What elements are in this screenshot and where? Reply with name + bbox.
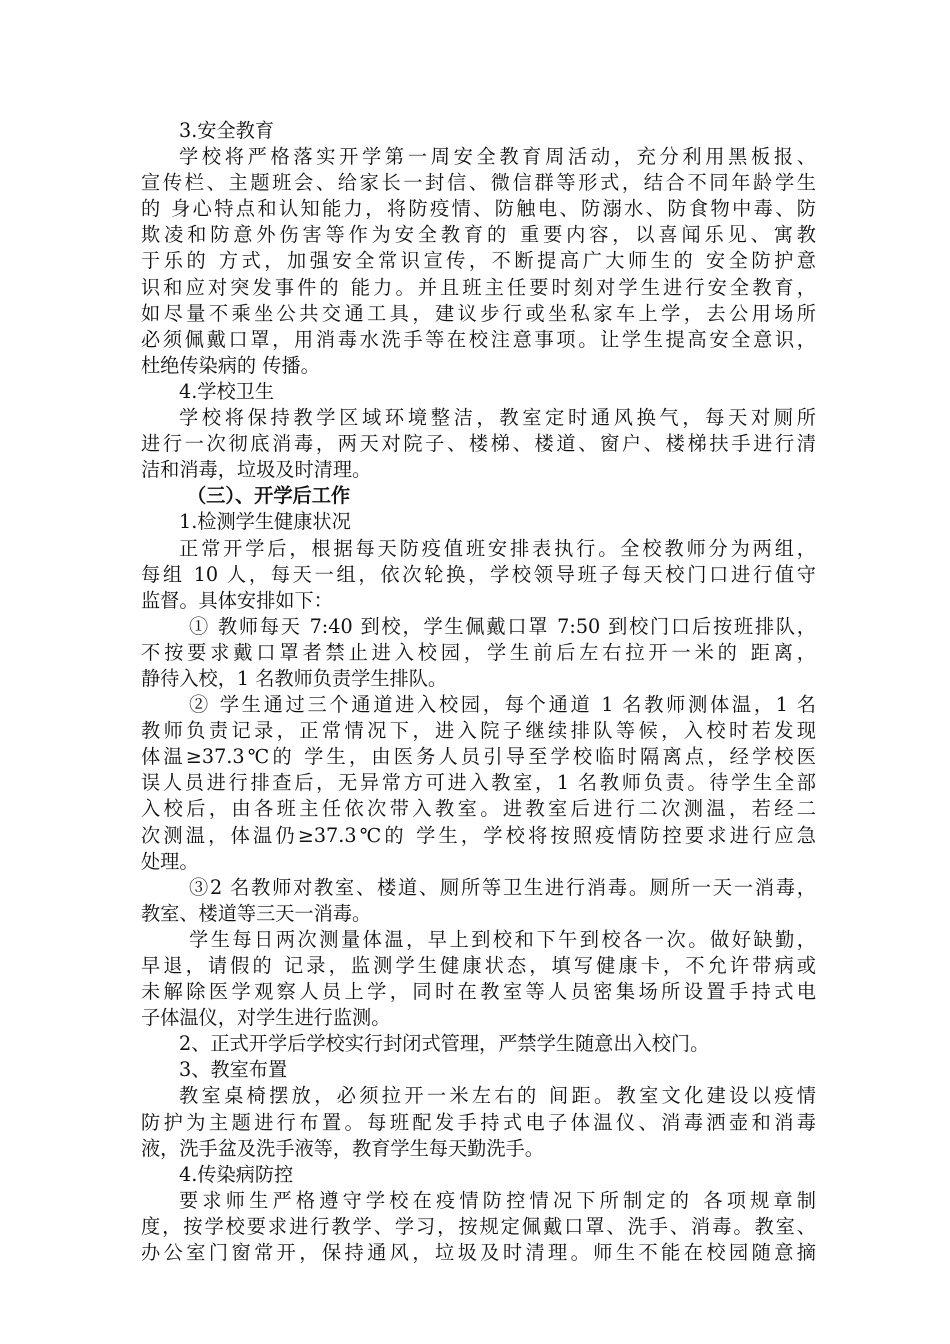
text-line: 4.学校卫生 <box>179 379 275 403</box>
text-line: 体温≥37.3℃的 学生，由医务人员引导至学校临时隔离点，经学校医 <box>141 745 816 769</box>
text-line: 洁和消毒，垃圾及时清理。 <box>141 458 372 482</box>
text-line: 宣传栏、主题班会、给家长一封信、微信群等形式，结合不同年龄学生 <box>141 171 816 195</box>
text-line: 要求师生严格遵守学校在疫情防控情况下所制定的 各项规章制 <box>179 1188 816 1212</box>
text-line: 于乐的 方式，加强安全常识宣传，不断提高广大师生的 安全防护意 <box>141 249 816 273</box>
text-line: 每组 10 人，每天一组，依次轮换，学校领导班子每天校门口进行值守 <box>141 562 816 586</box>
text-line: 处理。 <box>141 849 199 873</box>
text-line: 学校将保持教学区域环境整洁，教室定时通风换气，每天对厕所 <box>179 406 816 430</box>
text-line: 教室桌椅摆放，必须拉开一米左右的 间距。教室文化建设以疫情 <box>179 1084 816 1108</box>
text-line: 教室、楼道等三天一消毒。 <box>141 901 372 925</box>
text-line: 的 身心特点和认知能力，将防疫情、防触电、防溺水、防食物中毒、防 <box>141 197 816 221</box>
text-line: ① 教师每天 7:40 到校，学生佩戴口罩 7:50 到校门口后按班排队， <box>189 614 816 638</box>
text-line: 3.安全教育 <box>179 119 275 142</box>
text-line: 子体温仪，对学生进行监测。 <box>141 1006 391 1030</box>
text-line: 监督。具体安排如下： <box>141 588 333 612</box>
text-line: 办公室门窗常开，保持通风，垃圾及时清理。师生不能在校园随意摘 <box>141 1241 816 1265</box>
text-line: 学生每日两次测量体温，早上到校和下午到校各一次。做好缺勤， <box>189 927 816 951</box>
text-line: 杜绝传染病的 传播。 <box>141 353 320 377</box>
text-line: 静待入校，1 名教师负责学生排队。 <box>141 666 448 690</box>
text-line: 进行一次彻底消毒，两天对院子、楼梯、楼道、窗户、楼梯扶手进行清 <box>141 432 816 456</box>
text-line: 4.传染病防控 <box>179 1162 294 1186</box>
document-body <box>141 118 816 1266</box>
text-lines <box>141 118 816 1266</box>
text-line: 如尽量不乘坐公共交通工具，建议步行或坐私家车上学，去公用场所 <box>141 301 816 325</box>
text-line: 未解除医学观察人员上学，同时在教室等人员密集场所设置手持式电 <box>141 980 816 1004</box>
text-line: 1.检测学生健康状况 <box>179 510 351 534</box>
text-line: 误人员进行排查后，无异常方可进入教室，1 名教师负责。待学生全部 <box>141 771 816 795</box>
text-line: 早退，请假的 记录，监测学生健康状态，填写健康卡，不允许带病或 <box>141 954 816 977</box>
text-line: （三）、开学后工作 <box>187 484 351 508</box>
text-line: 欺凌和防意外伤害等作为安全教育的 重要内容，以喜闻乐见、寓教 <box>141 223 816 247</box>
text-line: 度，按学校要求进行教学、学习，按规定佩戴口罩、洗手、消毒。教室、 <box>141 1214 816 1238</box>
text-line: ③2 名教师对教室、楼道、厕所等卫生进行消毒。厕所一天一消毒， <box>189 875 816 899</box>
text-line: 3、教室布置 <box>179 1058 288 1082</box>
text-line: 入校后，由各班主任依次带入教室。进教室后进行二次测温，若经二 <box>141 797 816 821</box>
text-line: 必须佩戴口罩，用消毒水洗手等在校注意事项。让学生提高安全意识， <box>141 327 816 351</box>
text-line: 正常开学后，根据每天防疫值班安排表执行。全校教师分为两组， <box>179 536 816 560</box>
text-line: 液，洗手盆及洗手液等，教育学生每天勤洗手。 <box>141 1136 544 1160</box>
text-line: 学校将严格落实开学第一周安全教育周活动，充分利用黑板报、 <box>179 145 816 169</box>
text-line: 防护为主题进行布置。每班配发手持式电子体温仪、消毒洒壶和消毒 <box>141 1110 816 1134</box>
text-line: 不按要求戴口罩者禁止进入校园，学生前后左右拉开一米的 距离， <box>141 640 816 664</box>
text-line: 教师负责记录，正常情况下，进入院子继续排队等候，入校时若发现 <box>141 719 816 743</box>
text-line: 2、正式开学后学校实行封闭式管理，严禁学生随意出入校门。 <box>179 1032 710 1056</box>
text-line: ② 学生通过三个通道进入校园，每个通道 1 名教师测体温，1 名 <box>189 693 816 717</box>
text-line: 次测温，体温仍≥37.3℃的 学生，学校将按照疫情防控要求进行应急 <box>141 823 816 847</box>
text-line: 识和应对突发事件的 能力。并且班主任要时刻对学生进行安全教育， <box>141 275 816 299</box>
